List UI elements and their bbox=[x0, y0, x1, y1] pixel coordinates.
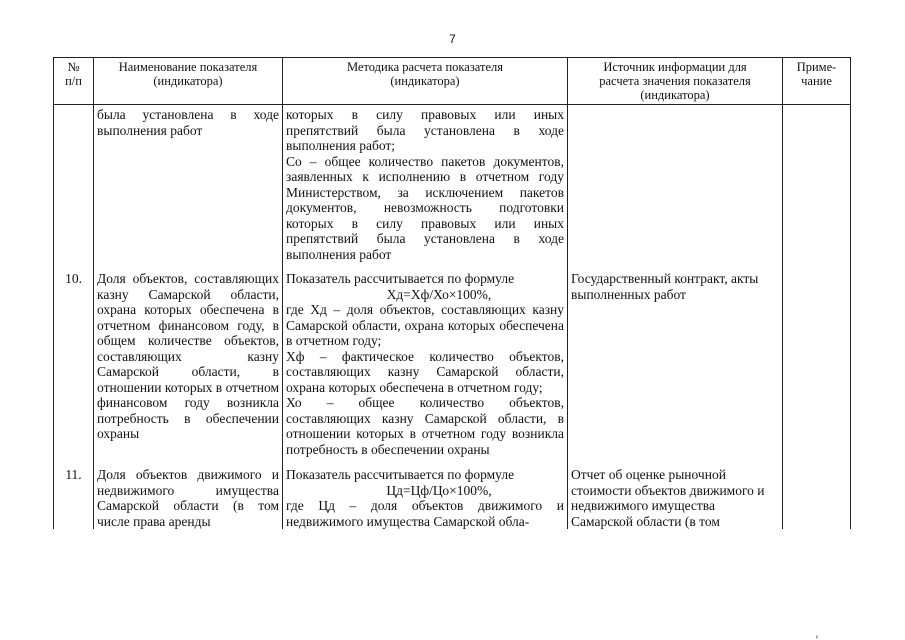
header-note: Приме- чание bbox=[783, 58, 851, 105]
method-text: Показатель рассчитывается по формуле Хд=Хф/Хо×100%, где Хд – доля объектов, составляющих казну Самарской области, охрана которых обеспечена в отчетном году; Хф – фактическое количество объектов, составляющих казну Самарской области, охрана которых обеспечена в отчетном году; Хо – общее количество объектов, составляющих казну Самарской области, в отношении которых в отчетном году возникла потребность в обеспечении охраны bbox=[283, 265, 568, 463]
header-method: Методика расчета показателя (индикатора) bbox=[283, 58, 568, 105]
table-header-row bbox=[54, 58, 851, 105]
row-number bbox=[54, 105, 94, 266]
source-text bbox=[568, 105, 783, 266]
row-number: 11. bbox=[54, 463, 94, 529]
method-text: Показатель рассчитывается по формуле Цд=Цф/Цо×100%, где Цд – доля объектов движимого и недвижимого имущества Самарской обла- bbox=[283, 463, 568, 529]
table-row bbox=[54, 265, 851, 463]
formula: Цд=Цф/Цо×100%, bbox=[386, 482, 492, 498]
header-number: № п/п bbox=[54, 58, 94, 105]
header-indicator-name: Наименование показателя (индикатора) bbox=[94, 58, 283, 105]
note-text bbox=[783, 463, 851, 529]
method-text: которых в силу правовых или иных препятствий была установлена в ходе выполнения работ; Со – общее количество пакетов документов, заявленных к исполнению в отчетном году Министерством, за исключением пакетов документов, невозможность подготовки которых в силу правовых или иных препятствий была установлена в ходе выполнения работ bbox=[283, 105, 568, 266]
table-row bbox=[54, 463, 851, 529]
source-text: Отчет об оценке рыночной стоимости объектов движимого и недвижимого имущества Самарской области (в том bbox=[568, 463, 783, 529]
indicator-name: была установлена в ходе выполнения работ bbox=[94, 105, 283, 266]
indicator-name: Доля объектов, составляющих казну Самарской области, охрана которых обеспечена в отчетном финансовом году, в общем количестве объектов, составляющих казну Самарской области, в отношении которых в отчетном финансовом году возникла потребность в обеспечении охраны bbox=[94, 265, 283, 463]
table-row bbox=[54, 105, 851, 266]
pen-mark-icon: ˎ bbox=[814, 625, 828, 640]
indicator-name: Доля объектов движимого и недвижимого имущества Самарской области (в том числе права аренды bbox=[94, 463, 283, 529]
note-text bbox=[783, 105, 851, 266]
formula: Хд=Хф/Хо×100%, bbox=[386, 286, 492, 302]
indicator-table bbox=[53, 57, 851, 529]
note-text bbox=[783, 265, 851, 463]
row-number: 10. bbox=[54, 265, 94, 463]
header-source: Источник информации для расчета значения показателя (индикатора) bbox=[568, 58, 783, 105]
source-text: Государственный контракт, акты выполненных работ bbox=[568, 265, 783, 463]
page-number: 7 bbox=[449, 32, 456, 46]
